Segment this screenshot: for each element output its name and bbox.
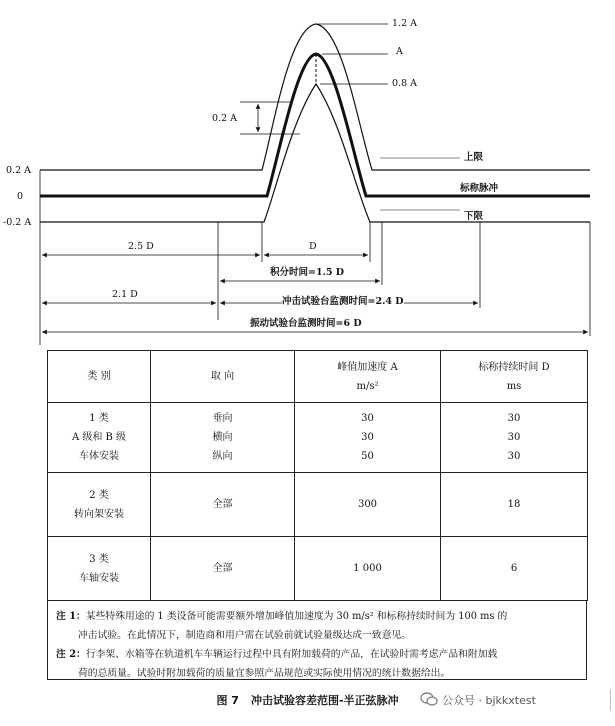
axis-label-neg: -0.2 A <box>3 217 32 228</box>
dim-label-shock-monitor: 冲击试验台监测时间=2.4 D <box>282 296 404 307</box>
figure-title: 冲击试验容差范围-半正弦脉冲 <box>250 694 399 707</box>
dim-label-2.1D: 2.1 D <box>112 289 138 300</box>
peak-label-upper: 1.2 A <box>392 18 417 29</box>
nominal-pulse-curve <box>40 54 590 196</box>
accel-cell: 300 <box>295 473 441 537</box>
lower-limit-curve <box>40 84 590 222</box>
category-cell: 1 类 A 级和 B 级 车体安装 <box>48 403 151 473</box>
lower-limit-label: 下限 <box>464 211 484 222</box>
wechat-icon <box>420 692 438 706</box>
table-notes <box>47 600 587 680</box>
category-cell: 3 类 车轴安装 <box>48 537 151 601</box>
note-1-cont: 冲击试验。在此情况下，制造商和用户需在试验前就试验量级达成一致意见。 <box>78 630 412 641</box>
direction-cell: 全部 <box>151 473 295 537</box>
axis-label-zero: 0 <box>17 191 24 202</box>
direction-cell: 垂向 横向 纵向 <box>151 403 295 473</box>
accel-cell: 1 000 <box>295 537 441 601</box>
accel-cell: 30 30 50 <box>295 403 441 473</box>
watermark: 公众号 · bjkkxtest <box>420 692 536 708</box>
header-duration: 标称持续时间 D ms <box>441 351 588 403</box>
category-cell: 2 类 转向架安装 <box>48 473 151 537</box>
header-direction: 取 向 <box>151 351 295 403</box>
dim-label-2.5D: 2.5 D <box>128 241 154 252</box>
figure-number: 图 7 <box>216 694 239 707</box>
note-2-cont: 荷的总质量。试验时附加载荷的质量宜参照产品规范或实际使用情况的统计数据给出。 <box>78 668 451 679</box>
note-1: 注 1：某些特殊用途的 1 类设备可能需要额外增加峰值加速度为 30 m/s² 和标称持续时间为 100 ms 的 <box>56 611 508 622</box>
header-peak-accel: 峰值加速度 A m/s² <box>295 351 441 403</box>
upper-limit-label: 上限 <box>464 152 484 163</box>
peak-label-mid: A <box>396 46 403 57</box>
upper-limit-curve <box>40 24 590 170</box>
duration-cell: 18 <box>441 473 588 537</box>
width-label: 0.2 A <box>212 113 237 124</box>
axis-label-pos: 0.2 A <box>6 165 31 176</box>
direction-cell: 全部 <box>151 537 295 601</box>
shock-parameters-table <box>47 350 588 601</box>
header-category: 类 别 <box>48 351 151 403</box>
note-2: 注 2：行李架、水箱等在轨道机车车辆运行过程中具有附加载荷的产品，在试验时需考虑产品和附加载 <box>56 649 498 660</box>
dim-label-D: D <box>309 241 317 252</box>
duration-cell: 30 30 30 <box>441 403 588 473</box>
duration-cell: 6 <box>441 537 588 601</box>
nominal-pulse-label: 标称脉冲 <box>460 183 499 194</box>
peak-label-lower: 0.8 A <box>392 78 417 89</box>
dim-label-integration: 积分时间=1.5 D <box>270 267 345 278</box>
dim-label-vib-monitor: 振动试验台监测时间=6 D <box>250 318 362 329</box>
edge-divider <box>610 689 611 711</box>
